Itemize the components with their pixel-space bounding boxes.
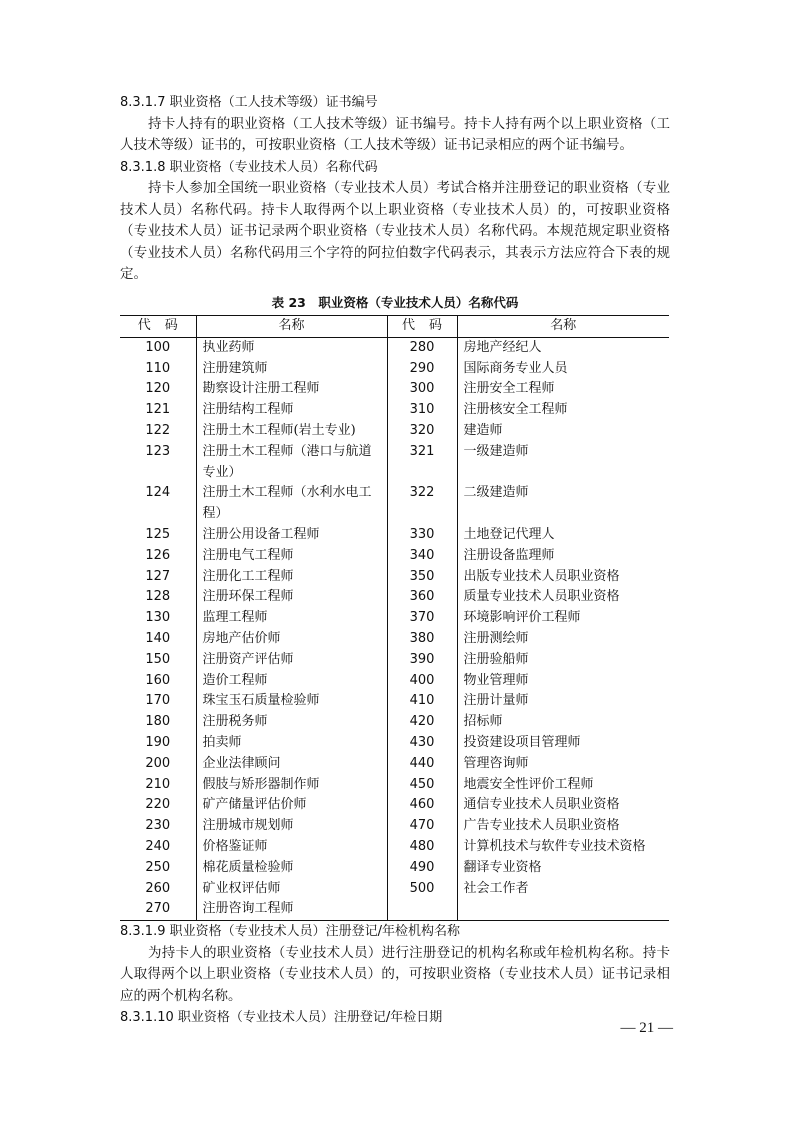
name-cell: 注册验船师 bbox=[457, 650, 669, 671]
table-row bbox=[120, 858, 669, 879]
name-cell: 质量专业技术人员职业资格 bbox=[457, 587, 669, 608]
code-cell: 480 bbox=[409, 838, 435, 854]
table-row bbox=[120, 816, 669, 837]
code-cell: 180 bbox=[145, 714, 171, 730]
code-cell: 190 bbox=[145, 734, 171, 750]
code-cell: 280 bbox=[409, 339, 435, 355]
section-text-8-3-1-8: 持卡人参加全国统一职业资格（专业技术人员）考试合格并注册登记的职业资格（专业技术人员）名称代码。持卡人取得两个以上职业资格（专业技术人员）的，可按职业资格（专业技术人员）证书记录两个职业资格（专业技术人员）名称代码。本规范规定职业资格（专业技术人员）名称代码用三个字符的阿拉伯数字代码表示，其表示方法应符合下表的规定。 bbox=[120, 180, 670, 282]
table-row bbox=[120, 733, 669, 754]
code-cell: 100 bbox=[145, 339, 171, 355]
name-cell: 珠宝玉石质量检验师 bbox=[196, 691, 387, 712]
name-cell: 拍卖师 bbox=[196, 733, 387, 754]
table-row bbox=[120, 400, 669, 421]
name-cell: 建造师 bbox=[457, 421, 669, 442]
name-cell: 招标师 bbox=[457, 712, 669, 733]
name-cell: 投资建设项目管理师 bbox=[457, 733, 669, 754]
document-page bbox=[120, 92, 670, 1029]
name-cell: 广告专业技术人员职业资格 bbox=[457, 816, 669, 837]
code-cell: 170 bbox=[145, 693, 171, 709]
table-row bbox=[120, 899, 669, 920]
table-caption: 表 23 职业资格（专业技术人员）名称代码 bbox=[271, 294, 519, 310]
table-row bbox=[120, 629, 669, 650]
name-cell: 地震安全性评价工程师 bbox=[457, 775, 669, 796]
table-row bbox=[120, 337, 669, 358]
name-cell: 注册城市规划师 bbox=[196, 816, 387, 837]
code-cell: 230 bbox=[145, 818, 171, 834]
table-row bbox=[120, 795, 669, 816]
name-cell: 注册设备监理师 bbox=[457, 546, 669, 567]
table-row bbox=[120, 650, 669, 671]
table-row bbox=[120, 879, 669, 900]
section-text-8-3-1-9: 为持卡人的职业资格（专业技术人员）进行注册登记的机构名称或年检机构名称。持卡人取得两个以上职业资格（专业技术人员）的，可按职业资格（专业技术人员）证书记录相应的两个机构名称。 bbox=[120, 944, 670, 1004]
qualification-code-table bbox=[120, 315, 669, 921]
code-cell: 490 bbox=[409, 859, 435, 875]
name-cell: 注册化工工程师 bbox=[196, 567, 387, 588]
code-cell: 270 bbox=[145, 901, 171, 917]
name-cell: 注册电气工程师 bbox=[196, 546, 387, 567]
code-cell: 320 bbox=[409, 422, 435, 438]
name-cell: 环境影响评价工程师 bbox=[457, 608, 669, 629]
name-cell: 假肢与矫形器制作师 bbox=[196, 775, 387, 796]
section-heading-8-3-1-8: 8.3.1.8 职业资格（专业技术人员）名称代码 bbox=[120, 159, 378, 175]
code-cell: 120 bbox=[145, 381, 171, 397]
name-cell: 注册土木工程师(岩土专业) bbox=[196, 421, 387, 442]
code-cell: 380 bbox=[409, 630, 435, 646]
name-cell: 房地产估价师 bbox=[196, 629, 387, 650]
code-cell: 360 bbox=[409, 589, 435, 605]
table-row bbox=[120, 483, 669, 525]
code-cell: 322 bbox=[409, 485, 435, 501]
name-cell: 棉花质量检验师 bbox=[196, 858, 387, 879]
code-cell: 290 bbox=[409, 360, 435, 376]
code-cell: 110 bbox=[145, 360, 171, 376]
name-cell: 房地产经纪人 bbox=[457, 337, 669, 358]
code-cell: 330 bbox=[409, 526, 435, 542]
name-cell: 执业药师 bbox=[196, 337, 387, 358]
table-row bbox=[120, 421, 669, 442]
code-cell: 321 bbox=[409, 443, 435, 459]
name-cell: 翻译专业资格 bbox=[457, 858, 669, 879]
table-row bbox=[120, 608, 669, 629]
code-cell: 300 bbox=[409, 381, 435, 397]
code-cell: 260 bbox=[145, 880, 171, 896]
name-cell: 注册税务师 bbox=[196, 712, 387, 733]
code-cell bbox=[387, 899, 457, 920]
table-row bbox=[120, 671, 669, 692]
code-cell: 350 bbox=[409, 568, 435, 584]
code-cell: 420 bbox=[409, 714, 435, 730]
name-cell: 注册核安全工程师 bbox=[457, 400, 669, 421]
code-cell: 125 bbox=[145, 526, 171, 542]
code-cell: 122 bbox=[145, 422, 171, 438]
name-cell: 矿业权评估师 bbox=[196, 879, 387, 900]
code-cell: 128 bbox=[145, 589, 171, 605]
code-cell: 370 bbox=[409, 610, 435, 626]
name-cell: 勘察设计注册工程师 bbox=[196, 379, 387, 400]
code-cell: 500 bbox=[409, 880, 435, 896]
code-cell: 200 bbox=[145, 755, 171, 771]
code-cell: 250 bbox=[145, 859, 171, 875]
table-row bbox=[120, 359, 669, 380]
table-row bbox=[120, 775, 669, 796]
name-cell: 土地登记代理人 bbox=[457, 525, 669, 546]
name-cell: 监理工程师 bbox=[196, 608, 387, 629]
code-cell: 440 bbox=[409, 755, 435, 771]
table-row bbox=[120, 712, 669, 733]
name-cell: 价格鉴证师 bbox=[196, 837, 387, 858]
table-row bbox=[120, 587, 669, 608]
code-cell: 310 bbox=[409, 402, 435, 418]
page-number: — 21 — bbox=[620, 1020, 673, 1036]
section-heading-8-3-1-7: 8.3.1.7 职业资格（工人技术等级）证书编号 bbox=[120, 95, 378, 110]
name-cell: 注册测绘师 bbox=[457, 629, 669, 650]
name-cell: 计算机技术与软件专业技术资格 bbox=[457, 837, 669, 858]
table-row bbox=[120, 379, 669, 400]
table-row bbox=[120, 691, 669, 712]
code-cell: 410 bbox=[409, 693, 435, 709]
code-cell: 127 bbox=[145, 568, 171, 584]
name-cell: 注册安全工程师 bbox=[457, 379, 669, 400]
code-cell: 220 bbox=[145, 797, 171, 813]
header-name-left: 名称 bbox=[196, 316, 387, 338]
name-cell: 社会工作者 bbox=[457, 879, 669, 900]
name-cell: 造价工程师 bbox=[196, 671, 387, 692]
name-cell: 通信专业技术人员职业资格 bbox=[457, 795, 669, 816]
section-heading-8-3-1-10: 8.3.1.10 职业资格（专业技术人员）注册登记/年检日期 bbox=[120, 1010, 443, 1026]
name-cell: 物业管理师 bbox=[457, 671, 669, 692]
table-header-row bbox=[120, 316, 669, 338]
table-row bbox=[120, 837, 669, 858]
code-cell: 160 bbox=[145, 672, 171, 688]
name-cell: 注册计量师 bbox=[457, 691, 669, 712]
code-cell: 430 bbox=[409, 734, 435, 750]
name-cell bbox=[457, 899, 669, 920]
code-cell: 150 bbox=[145, 651, 171, 667]
header-name-right: 名称 bbox=[457, 316, 669, 338]
table-row bbox=[120, 754, 669, 775]
name-cell: 注册土木工程师（港口与航道专业） bbox=[196, 442, 387, 484]
code-cell: 126 bbox=[145, 547, 171, 563]
header-code-right: 代码 bbox=[387, 316, 457, 338]
code-cell: 121 bbox=[145, 402, 171, 418]
code-cell: 130 bbox=[145, 610, 171, 626]
name-cell: 一级建造师 bbox=[457, 442, 669, 484]
name-cell: 管理咨询师 bbox=[457, 754, 669, 775]
name-cell: 出版专业技术人员职业资格 bbox=[457, 567, 669, 588]
code-cell: 460 bbox=[409, 797, 435, 813]
table-row bbox=[120, 525, 669, 546]
code-cell: 390 bbox=[409, 651, 435, 667]
name-cell: 注册建筑师 bbox=[196, 359, 387, 380]
name-cell: 注册结构工程师 bbox=[196, 400, 387, 421]
name-cell: 注册公用设备工程师 bbox=[196, 525, 387, 546]
table-row bbox=[120, 442, 669, 484]
section-heading-8-3-1-9: 8.3.1.9 职业资格（专业技术人员）注册登记/年检机构名称 bbox=[120, 924, 460, 940]
code-cell: 140 bbox=[145, 630, 171, 646]
code-cell: 400 bbox=[409, 672, 435, 688]
table-row bbox=[120, 546, 669, 567]
code-cell: 450 bbox=[409, 776, 435, 792]
name-cell: 注册咨询工程师 bbox=[196, 899, 387, 920]
section-text-8-3-1-7: 持卡人持有的职业资格（工人技术等级）证书编号。持卡人持有两个以上职业资格（工人技术等级）证书的，可按职业资格（工人技术等级）证书记录相应的两个证书编号。 bbox=[120, 115, 670, 153]
table-row bbox=[120, 567, 669, 588]
name-cell: 注册资产评估师 bbox=[196, 650, 387, 671]
name-cell: 矿产储量评估价师 bbox=[196, 795, 387, 816]
name-cell: 注册土木工程师（水利水电工程） bbox=[196, 483, 387, 525]
header-code-left: 代码 bbox=[120, 316, 196, 338]
code-cell: 210 bbox=[145, 776, 171, 792]
code-cell: 123 bbox=[145, 443, 171, 459]
code-cell: 124 bbox=[145, 485, 171, 501]
name-cell: 二级建造师 bbox=[457, 483, 669, 525]
name-cell: 国际商务专业人员 bbox=[457, 359, 669, 380]
name-cell: 企业法律顾问 bbox=[196, 754, 387, 775]
code-cell: 340 bbox=[409, 547, 435, 563]
code-cell: 240 bbox=[145, 838, 171, 854]
table-body bbox=[120, 337, 669, 920]
code-cell: 470 bbox=[409, 818, 435, 834]
name-cell: 注册环保工程师 bbox=[196, 587, 387, 608]
